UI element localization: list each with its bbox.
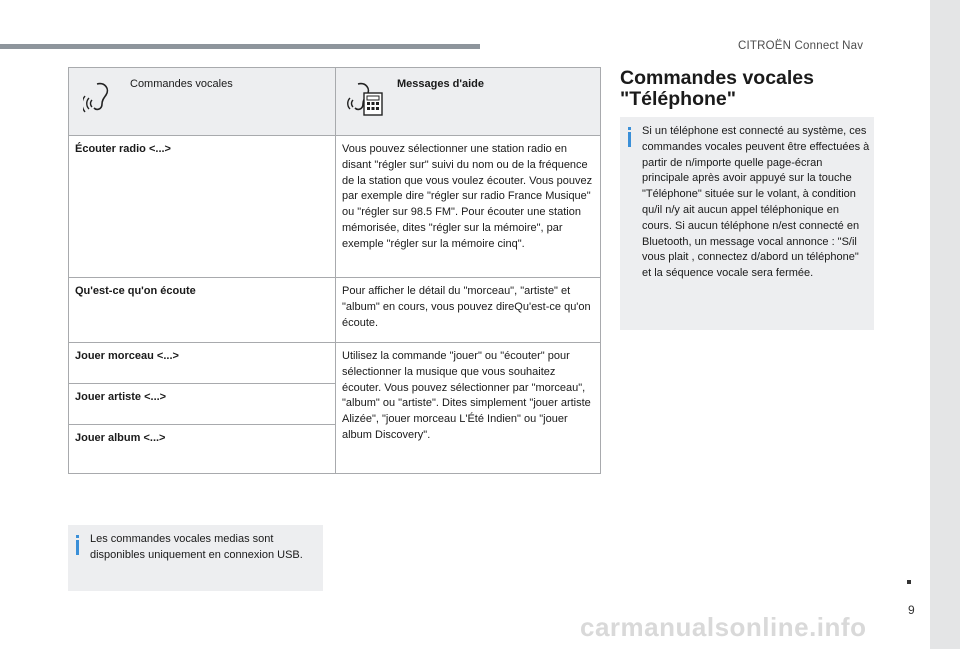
header-label-commands: Commandes vocales	[130, 78, 233, 90]
info-icon	[76, 535, 79, 555]
section-title-line2: "Téléphone"	[620, 88, 737, 110]
info-note-text: Si un téléphone est connecté au système, ces commandes vocales peuvent être effectuées à partir de n/importe quelle page-écran principale après avoir appuyé sur la touche "Téléphone" située sur le volant, à condition qu/il n/y ait aucun appel téléphonique en cours. Si aucun téléphone n/est connecté en Bluetooth, un message vocal annonce : "S/il vous plait , connectez d/abord un téléphone" et la séquence vocale sera fermée.	[642, 125, 870, 280]
header-cell-commands	[69, 68, 336, 136]
page-marker	[907, 580, 911, 584]
voice-commands-table	[68, 67, 601, 474]
header-label-help: Messages d'aide	[397, 78, 484, 90]
info-note-text: Les commandes vocales medias sont disponibles uniquement en connexion USB.	[90, 533, 303, 561]
table-row	[69, 343, 601, 384]
info-note-media	[68, 525, 323, 591]
table-row	[69, 136, 601, 278]
command-cell: Écouter radio <...>	[69, 136, 336, 278]
help-message-icon	[344, 80, 384, 118]
brand-header: CITROËN Connect Nav	[738, 40, 864, 52]
table-header-row	[69, 68, 601, 136]
info-note-phone	[620, 117, 874, 330]
help-cell: Utilisez la commande "jouer" ou "écouter" pour sélectionner la musique que vous souhaitez écouter. Vous pouvez sélectionner par "morceau", "album" ou "artiste". Dites simplement "jouer artiste Alizée", "jouer morceau L'Été Indien" ou "jouer album Discovery".	[336, 343, 601, 474]
header-cell-help	[336, 68, 601, 136]
command-cell: Jouer album <...>	[69, 425, 336, 474]
help-cell: Vous pouvez sélectionner une station radio en disant "régler sur" suivi du nom ou de la fréquence de la station que vous voulez écouter. Vous pouvez par exemple dire "régler sur radio France Musique" ou "régler sur 98.5 FM". Pour écouter une station mémorisée, dites "régler sur la mémoire", par exemple "régler sur la mémoire cinq".	[336, 136, 601, 278]
section-title	[620, 68, 814, 110]
help-cell: Pour afficher le détail du "morceau", "artiste" et "album" en cours, vous pouvez direQu'est-ce qu'on écoute.	[336, 278, 601, 343]
command-cell: Jouer morceau <...>	[69, 343, 336, 384]
page-number: 9	[908, 603, 915, 617]
header-rule	[0, 44, 480, 49]
info-icon	[628, 127, 631, 147]
page-edge-strip	[930, 0, 960, 649]
table-row	[69, 278, 601, 343]
section-title-line1: Commandes vocales	[620, 67, 815, 89]
voice-command-icon	[83, 80, 113, 114]
command-cell: Jouer artiste <...>	[69, 384, 336, 425]
watermark: carmanualsonline.info	[580, 612, 867, 642]
command-cell: Qu'est-ce qu'on écoute	[69, 278, 336, 343]
